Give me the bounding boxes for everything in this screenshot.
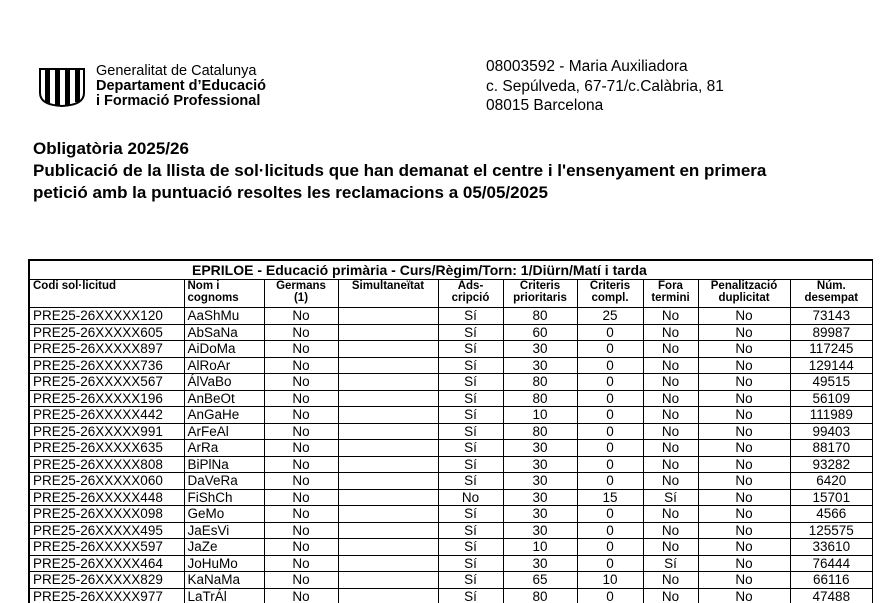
cell-codi: PRE25-26XXXXX991 <box>29 423 184 440</box>
cell-codi: PRE25-26XXXXX442 <box>29 407 184 424</box>
cell-codi: PRE25-26XXXXX605 <box>29 324 184 341</box>
cell-penalitzacio: No <box>698 407 790 424</box>
cell-simultaneitat <box>338 506 438 523</box>
table-body <box>29 308 873 603</box>
cell-nom: AbSaNa <box>184 324 264 341</box>
header-col-criteris-compl: Criteris compl. <box>577 280 643 308</box>
cell-fora-termini: No <box>643 456 698 473</box>
cell-criteris-compl: 0 <box>577 456 643 473</box>
cell-penalitzacio: No <box>698 308 790 325</box>
cell-nom: FiShCh <box>184 489 264 506</box>
cell-simultaneitat <box>338 572 438 589</box>
cell-fora-termini: No <box>643 390 698 407</box>
cell-fora-termini: No <box>643 539 698 556</box>
cell-nom: LaTrÁl <box>184 588 264 603</box>
table-row <box>29 572 873 589</box>
cell-criteris-compl: 10 <box>577 572 643 589</box>
cell-simultaneitat <box>338 555 438 572</box>
cell-num-desempat: 129144 <box>790 357 873 374</box>
cell-adscripcio: Sí <box>438 588 503 603</box>
cell-simultaneitat <box>338 407 438 424</box>
cell-germans: No <box>264 522 338 539</box>
cell-penalitzacio: No <box>698 489 790 506</box>
cell-num-desempat: 111989 <box>790 407 873 424</box>
cell-adscripcio: Sí <box>438 407 503 424</box>
cell-num-desempat: 6420 <box>790 473 873 490</box>
table-row <box>29 341 873 358</box>
organization-name <box>96 64 266 109</box>
cell-num-desempat: 33610 <box>790 539 873 556</box>
cell-germans: No <box>264 506 338 523</box>
cell-nom: AaShMu <box>184 308 264 325</box>
cell-fora-termini: No <box>643 324 698 341</box>
cell-nom: AnGaHe <box>184 407 264 424</box>
cell-adscripcio: Sí <box>438 374 503 391</box>
cell-adscripcio: Sí <box>438 324 503 341</box>
cell-germans: No <box>264 423 338 440</box>
cell-criteris-compl: 0 <box>577 440 643 457</box>
cell-simultaneitat <box>338 522 438 539</box>
cell-codi: PRE25-26XXXXX635 <box>29 440 184 457</box>
header-col-simultaneitat: Simultaneïtat <box>338 280 438 308</box>
cell-criteris-compl: 0 <box>577 407 643 424</box>
cell-criteris-compl: 0 <box>577 324 643 341</box>
cell-simultaneitat <box>338 440 438 457</box>
cell-criteris-compl: 0 <box>577 390 643 407</box>
cell-germans: No <box>264 324 338 341</box>
cell-simultaneitat <box>338 374 438 391</box>
cell-penalitzacio: No <box>698 539 790 556</box>
cell-codi: PRE25-26XXXXX495 <box>29 522 184 539</box>
cell-germans: No <box>264 390 338 407</box>
cell-fora-termini: No <box>643 308 698 325</box>
cell-num-desempat: 73143 <box>790 308 873 325</box>
header-col-num-desempat: Núm. desempat <box>790 280 873 308</box>
cell-criteris-prioritaris: 30 <box>503 357 577 374</box>
cell-nom: ÁlVaBo <box>184 374 264 391</box>
cell-num-desempat: 66116 <box>790 572 873 589</box>
generalitat-logo <box>36 64 266 109</box>
cell-nom: ArFeAl <box>184 423 264 440</box>
cell-germans: No <box>264 341 338 358</box>
org-line-1: Generalitat de Catalunya <box>96 63 257 79</box>
header-col-germans: Germans (1) <box>264 280 338 308</box>
cell-codi: PRE25-26XXXXX120 <box>29 308 184 325</box>
cell-fora-termini: No <box>643 522 698 539</box>
title-line-2: Publicació de la llista de sol·licituds que han demanat el centre i l'ensenyament en primera <box>33 161 767 180</box>
cell-nom: KaNaMa <box>184 572 264 589</box>
cell-codi: PRE25-26XXXXX597 <box>29 539 184 556</box>
cell-adscripcio: Sí <box>438 522 503 539</box>
cell-criteris-compl: 25 <box>577 308 643 325</box>
cell-codi: PRE25-26XXXXX567 <box>29 374 184 391</box>
table-row <box>29 390 873 407</box>
table-header-row <box>29 280 873 308</box>
table-row <box>29 522 873 539</box>
cell-penalitzacio: No <box>698 456 790 473</box>
cell-criteris-prioritaris: 65 <box>503 572 577 589</box>
cell-penalitzacio: No <box>698 588 790 603</box>
cell-criteris-prioritaris: 10 <box>503 407 577 424</box>
cell-simultaneitat <box>338 588 438 603</box>
cell-fora-termini: No <box>643 473 698 490</box>
cell-nom: JoHuMo <box>184 555 264 572</box>
cell-nom: ArRa <box>184 440 264 457</box>
cell-adscripcio: Sí <box>438 473 503 490</box>
cell-criteris-prioritaris: 30 <box>503 555 577 572</box>
table-band-title: EPRILOE - Educació primària - Curs/Règim/Torn: 1/Diürn/Matí i tarda <box>29 260 873 280</box>
applications-table-container <box>28 259 873 603</box>
address-line-3: 08015 Barcelona <box>486 97 604 114</box>
cell-nom: BiPlNa <box>184 456 264 473</box>
cell-criteris-compl: 0 <box>577 423 643 440</box>
school-address <box>486 57 724 116</box>
cell-adscripcio: Sí <box>438 572 503 589</box>
table-row <box>29 473 873 490</box>
cell-criteris-compl: 0 <box>577 374 643 391</box>
cell-nom: AnBeOt <box>184 390 264 407</box>
cell-codi: PRE25-26XXXXX448 <box>29 489 184 506</box>
table-row <box>29 374 873 391</box>
cell-criteris-compl: 0 <box>577 522 643 539</box>
generalitat-emblem-icon <box>36 67 88 107</box>
header-col-codi: Codi sol·licitud <box>29 280 184 308</box>
header-col-penalitzacio: Penalització duplicitat <box>698 280 790 308</box>
cell-num-desempat: 88170 <box>790 440 873 457</box>
cell-simultaneitat <box>338 539 438 556</box>
table-row <box>29 308 873 325</box>
cell-nom: JaEsVi <box>184 522 264 539</box>
cell-adscripcio: Sí <box>438 506 503 523</box>
cell-simultaneitat <box>338 324 438 341</box>
cell-simultaneitat <box>338 308 438 325</box>
cell-num-desempat: 117245 <box>790 341 873 358</box>
cell-simultaneitat <box>338 473 438 490</box>
cell-fora-termini: No <box>643 374 698 391</box>
cell-fora-termini: No <box>643 588 698 603</box>
cell-criteris-compl: 0 <box>577 506 643 523</box>
table-row <box>29 506 873 523</box>
cell-fora-termini: No <box>643 572 698 589</box>
cell-codi: PRE25-26XXXXX464 <box>29 555 184 572</box>
cell-germans: No <box>264 374 338 391</box>
org-line-3: i Formació Professional <box>96 93 261 109</box>
cell-adscripcio: Sí <box>438 456 503 473</box>
cell-criteris-compl: 15 <box>577 489 643 506</box>
applications-table <box>28 259 873 603</box>
cell-germans: No <box>264 555 338 572</box>
cell-penalitzacio: No <box>698 390 790 407</box>
cell-adscripcio: Sí <box>438 440 503 457</box>
cell-adscripcio: Sí <box>438 341 503 358</box>
cell-num-desempat: 15701 <box>790 489 873 506</box>
cell-num-desempat: 93282 <box>790 456 873 473</box>
document-title <box>33 138 766 204</box>
table-row <box>29 324 873 341</box>
table-row <box>29 456 873 473</box>
header-col-fora-termini: Fora termini <box>643 280 698 308</box>
cell-codi: PRE25-26XXXXX977 <box>29 588 184 603</box>
cell-nom: DaVeRa <box>184 473 264 490</box>
cell-criteris-prioritaris: 80 <box>503 308 577 325</box>
cell-simultaneitat <box>338 357 438 374</box>
cell-germans: No <box>264 539 338 556</box>
cell-germans: No <box>264 572 338 589</box>
cell-codi: PRE25-26XXXXX196 <box>29 390 184 407</box>
cell-criteris-compl: 0 <box>577 555 643 572</box>
cell-nom: GeMo <box>184 506 264 523</box>
cell-fora-termini: No <box>643 440 698 457</box>
cell-criteris-compl: 0 <box>577 539 643 556</box>
table-row <box>29 440 873 457</box>
header-col-adscripcio: Ads- cripció <box>438 280 503 308</box>
table-row <box>29 423 873 440</box>
cell-criteris-compl: 0 <box>577 357 643 374</box>
cell-penalitzacio: No <box>698 423 790 440</box>
cell-adscripcio: Sí <box>438 539 503 556</box>
cell-criteris-prioritaris: 80 <box>503 390 577 407</box>
cell-germans: No <box>264 588 338 603</box>
cell-fora-termini: No <box>643 506 698 523</box>
cell-num-desempat: 76444 <box>790 555 873 572</box>
cell-adscripcio: Sí <box>438 357 503 374</box>
cell-simultaneitat <box>338 489 438 506</box>
cell-num-desempat: 125575 <box>790 522 873 539</box>
cell-penalitzacio: No <box>698 555 790 572</box>
cell-codi: PRE25-26XXXXX736 <box>29 357 184 374</box>
cell-codi: PRE25-26XXXXX060 <box>29 473 184 490</box>
cell-penalitzacio: No <box>698 374 790 391</box>
cell-fora-termini: Sí <box>643 555 698 572</box>
cell-num-desempat: 56109 <box>790 390 873 407</box>
cell-num-desempat: 99403 <box>790 423 873 440</box>
cell-fora-termini: No <box>643 341 698 358</box>
cell-num-desempat: 47488 <box>790 588 873 603</box>
table-row <box>29 555 873 572</box>
cell-nom: JaZe <box>184 539 264 556</box>
cell-penalitzacio: No <box>698 473 790 490</box>
cell-adscripcio: No <box>438 489 503 506</box>
cell-penalitzacio: No <box>698 324 790 341</box>
cell-adscripcio: Sí <box>438 555 503 572</box>
cell-criteris-prioritaris: 30 <box>503 473 577 490</box>
cell-penalitzacio: No <box>698 341 790 358</box>
cell-criteris-prioritaris: 30 <box>503 522 577 539</box>
cell-penalitzacio: No <box>698 572 790 589</box>
cell-criteris-prioritaris: 30 <box>503 506 577 523</box>
cell-codi: PRE25-26XXXXX897 <box>29 341 184 358</box>
cell-criteris-prioritaris: 30 <box>503 456 577 473</box>
cell-codi: PRE25-26XXXXX829 <box>29 572 184 589</box>
cell-criteris-prioritaris: 60 <box>503 324 577 341</box>
header-col-criteris-prioritaris: Criteris prioritaris <box>503 280 577 308</box>
cell-germans: No <box>264 357 338 374</box>
title-line-3: petició amb la puntuació resoltes les reclamacions a 05/05/2025 <box>33 183 548 202</box>
cell-adscripcio: Sí <box>438 308 503 325</box>
cell-fora-termini: No <box>643 423 698 440</box>
table-row <box>29 489 873 506</box>
cell-criteris-compl: 0 <box>577 473 643 490</box>
cell-penalitzacio: No <box>698 357 790 374</box>
cell-num-desempat: 89987 <box>790 324 873 341</box>
cell-num-desempat: 49515 <box>790 374 873 391</box>
cell-num-desempat: 4566 <box>790 506 873 523</box>
cell-codi: PRE25-26XXXXX808 <box>29 456 184 473</box>
cell-penalitzacio: No <box>698 506 790 523</box>
cell-germans: No <box>264 473 338 490</box>
cell-germans: No <box>264 308 338 325</box>
header-col-nom: Nom i cognoms <box>184 280 264 308</box>
cell-penalitzacio: No <box>698 522 790 539</box>
cell-adscripcio: Sí <box>438 390 503 407</box>
table-row <box>29 357 873 374</box>
cell-simultaneitat <box>338 341 438 358</box>
cell-criteris-prioritaris: 80 <box>503 374 577 391</box>
cell-criteris-compl: 0 <box>577 588 643 603</box>
cell-germans: No <box>264 440 338 457</box>
cell-criteris-prioritaris: 80 <box>503 423 577 440</box>
cell-nom: AlRoAr <box>184 357 264 374</box>
cell-criteris-prioritaris: 30 <box>503 440 577 457</box>
cell-criteris-prioritaris: 80 <box>503 588 577 603</box>
cell-germans: No <box>264 456 338 473</box>
cell-adscripcio: Sí <box>438 423 503 440</box>
cell-codi: PRE25-26XXXXX098 <box>29 506 184 523</box>
cell-penalitzacio: No <box>698 440 790 457</box>
cell-nom: AiDoMa <box>184 341 264 358</box>
org-line-2: Departament d’Educació <box>96 78 267 94</box>
cell-fora-termini: Sí <box>643 489 698 506</box>
cell-germans: No <box>264 407 338 424</box>
cell-simultaneitat <box>338 390 438 407</box>
cell-criteris-prioritaris: 30 <box>503 341 577 358</box>
cell-criteris-prioritaris: 30 <box>503 489 577 506</box>
table-row <box>29 407 873 424</box>
cell-criteris-compl: 0 <box>577 341 643 358</box>
cell-simultaneitat <box>338 456 438 473</box>
address-line-2: c. Sepúlveda, 67-71/c.Calàbria, 81 <box>486 77 724 95</box>
cell-fora-termini: No <box>643 407 698 424</box>
title-line-1: Obligatòria 2025/26 <box>33 139 189 158</box>
table-row <box>29 588 873 603</box>
address-line-1: 08003592 - Maria Auxiliadora <box>486 58 688 75</box>
cell-fora-termini: No <box>643 357 698 374</box>
table-row <box>29 539 873 556</box>
cell-germans: No <box>264 489 338 506</box>
cell-criteris-prioritaris: 10 <box>503 539 577 556</box>
cell-simultaneitat <box>338 423 438 440</box>
